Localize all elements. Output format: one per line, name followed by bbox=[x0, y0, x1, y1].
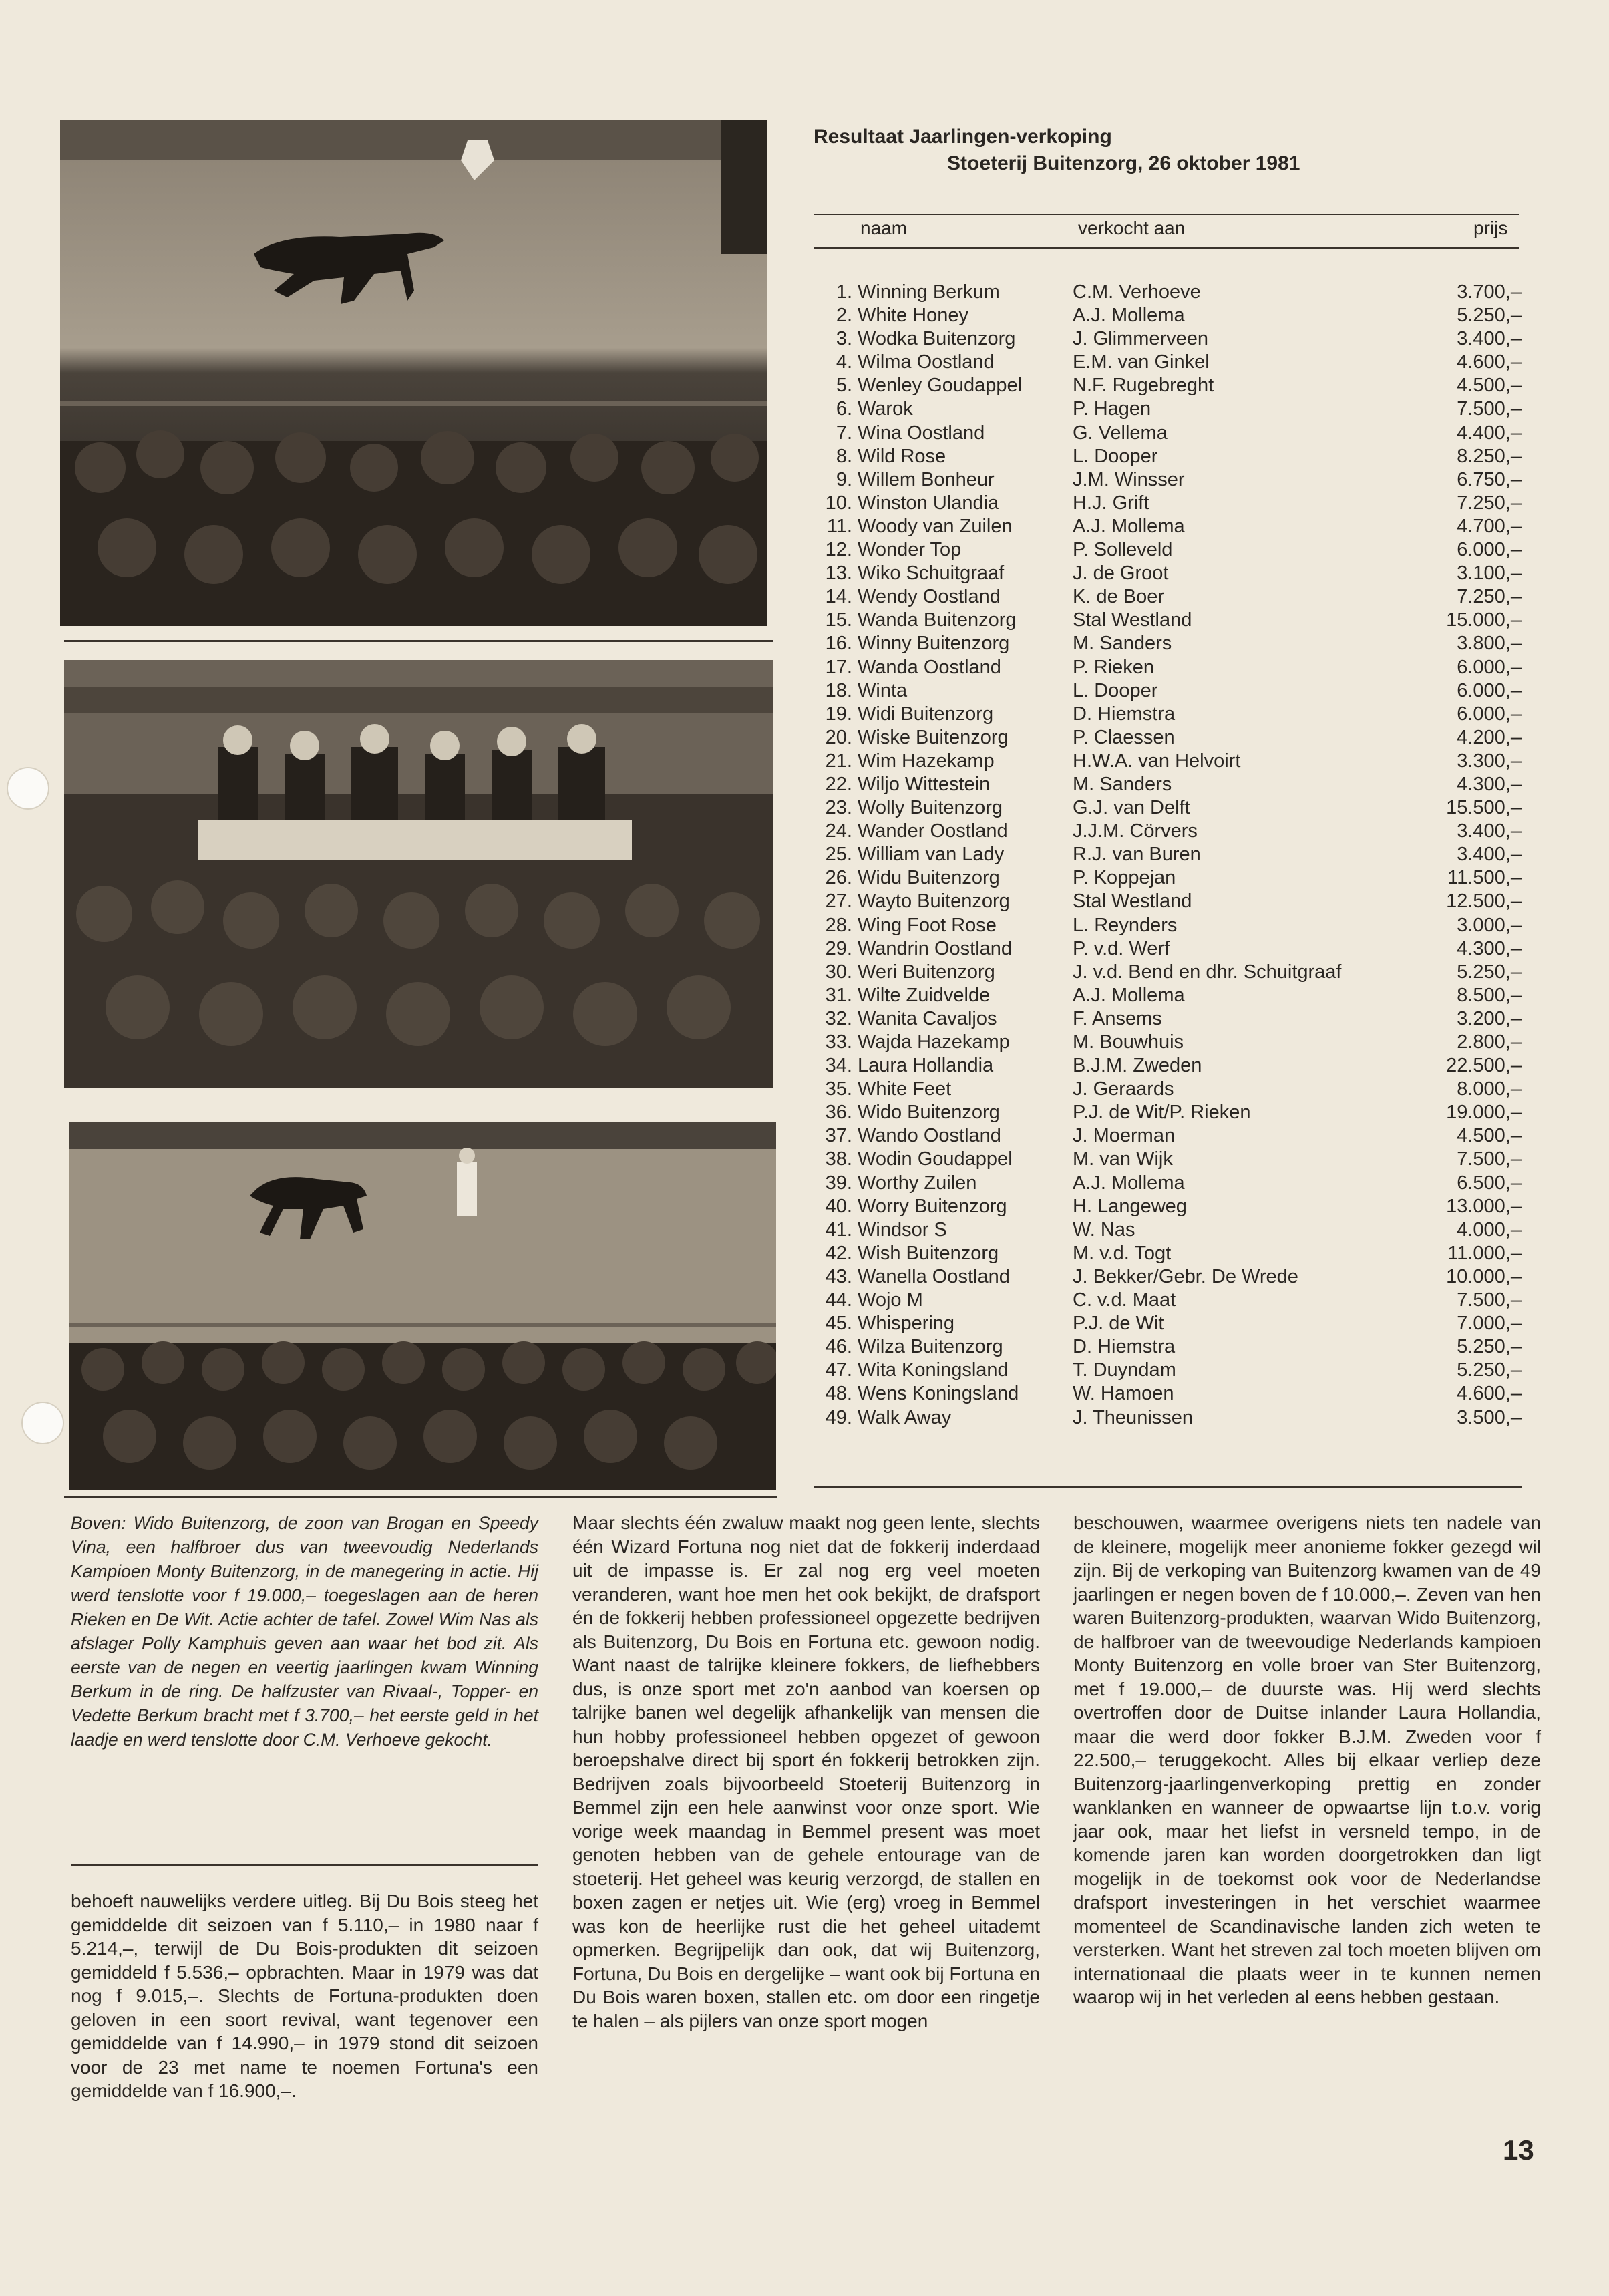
row-number: 42. bbox=[825, 1242, 852, 1264]
buyer-name: M. van Wijk bbox=[1073, 1148, 1173, 1170]
sale-price: 7.500,– bbox=[1457, 1289, 1522, 1311]
horse-name: Wander Oostland bbox=[858, 820, 1008, 842]
buyer-name: L. Dooper bbox=[1073, 679, 1158, 701]
table-row bbox=[823, 773, 1522, 796]
column-header-price: prijs bbox=[1473, 218, 1508, 238]
buyer-name: H.W.A. van Helvoirt bbox=[1073, 750, 1241, 772]
table-row bbox=[823, 562, 1522, 585]
section-divider-photos bbox=[64, 1496, 777, 1498]
buyer-name: J. Moerman bbox=[1073, 1125, 1176, 1147]
row-number: 29. bbox=[825, 937, 852, 959]
row-number: 17. bbox=[825, 656, 852, 678]
horse-name: Wajda Hazekamp bbox=[858, 1031, 1010, 1053]
horse-name: Woody van Zuilen bbox=[858, 515, 1013, 537]
row-number: 33. bbox=[825, 1031, 852, 1053]
table-row bbox=[823, 843, 1522, 866]
horse-name: Wanita Cavaljos bbox=[858, 1007, 997, 1029]
sale-price: 2.800,– bbox=[1457, 1031, 1522, 1053]
sale-price: 3.400,– bbox=[1457, 820, 1522, 842]
horse-name: Walk Away bbox=[858, 1406, 952, 1428]
sale-price: 11.500,– bbox=[1447, 867, 1522, 889]
row-number: 3. bbox=[836, 328, 852, 350]
sale-price: 4.600,– bbox=[1457, 351, 1522, 373]
column-header-buyer: verkocht aan bbox=[1078, 218, 1186, 238]
row-number: 5. bbox=[836, 375, 852, 397]
table-row bbox=[823, 374, 1522, 397]
table-row bbox=[823, 492, 1522, 515]
sale-price: 3.500,– bbox=[1457, 1406, 1522, 1428]
horse-name: Widu Buitenzorg bbox=[858, 867, 1000, 889]
buyer-name: D. Hiemstra bbox=[1073, 703, 1176, 725]
article-column-1: behoeft nauwelijks verdere uitleg. Bij Du Bois steeg het gemiddelde dit seizoen van f 5.110,– in 1980 naar f 5.214,–, terwijl de Du Bois-produkten dit seizoen gemiddeld f 5.536,– opbrachten. Maar in 1979 was dat nog f 9.015,–. Slechts de Fortuna-produkten doen geloven in een soort revival, want tegenover een gemiddelde van f 14.990,– in 1979 stond dit seizoen voor de 23 met name te noemen Fortuna's een gemiddelde van f 16.900,–. bbox=[71, 1891, 538, 2101]
sale-price: 7.250,– bbox=[1457, 586, 1522, 608]
sale-price: 5.250,– bbox=[1457, 961, 1522, 983]
row-number: 4. bbox=[836, 351, 852, 373]
buyer-name: P.J. de Wit bbox=[1073, 1313, 1164, 1335]
sale-price: 4.200,– bbox=[1457, 726, 1522, 748]
results-subtitle: Stoeterij Buitenzorg, 26 oktober 1981 bbox=[947, 152, 1300, 174]
horse-name: Weri Buitenzorg bbox=[858, 961, 995, 983]
buyer-name: W. Nas bbox=[1073, 1218, 1135, 1241]
sale-price: 3.800,– bbox=[1457, 633, 1522, 655]
horse-name: Winta bbox=[858, 679, 908, 701]
horse-name: Worry Buitenzorg bbox=[858, 1195, 1007, 1217]
row-number: 18. bbox=[825, 679, 852, 701]
sale-price: 5.250,– bbox=[1457, 305, 1522, 327]
sale-price: 4.600,– bbox=[1457, 1383, 1522, 1405]
row-number: 11. bbox=[826, 515, 852, 537]
buyer-name: J.J.M. Cörvers bbox=[1073, 820, 1198, 842]
sale-price: 19.000,– bbox=[1446, 1102, 1522, 1124]
photo-auction-table bbox=[64, 660, 773, 1088]
sale-price: 4.400,– bbox=[1457, 422, 1522, 444]
horse-name: Wilma Oostland bbox=[858, 351, 995, 373]
horse-name: Wodka Buitenzorg bbox=[858, 328, 1016, 350]
table-row bbox=[823, 820, 1522, 843]
horse-name: Wodin Goudappel bbox=[858, 1148, 1013, 1170]
horse-name: Wanda Buitenzorg bbox=[858, 609, 1017, 631]
sale-price: 11.000,– bbox=[1447, 1242, 1522, 1264]
buyer-name: R.J. van Buren bbox=[1073, 844, 1201, 866]
sale-price: 3.400,– bbox=[1457, 328, 1522, 350]
row-number: 32. bbox=[825, 1007, 852, 1029]
sale-price: 8.250,– bbox=[1457, 445, 1522, 467]
row-number: 26. bbox=[825, 867, 852, 889]
buyer-name: A.J. Mollema bbox=[1073, 515, 1185, 537]
buyer-name: J. Geraards bbox=[1073, 1078, 1174, 1100]
sale-price: 10.000,– bbox=[1446, 1265, 1522, 1287]
buyer-name: H. Langeweg bbox=[1073, 1195, 1187, 1217]
table-row bbox=[823, 1124, 1522, 1148]
row-number: 39. bbox=[825, 1172, 852, 1194]
buyer-name: M. Sanders bbox=[1073, 633, 1172, 655]
table-row bbox=[823, 632, 1522, 655]
sale-price: 12.500,– bbox=[1446, 890, 1522, 913]
table-row bbox=[823, 726, 1522, 750]
sale-price: 15.500,– bbox=[1446, 797, 1522, 819]
table-row bbox=[823, 445, 1522, 468]
horse-name: Wojo M bbox=[858, 1289, 923, 1311]
horse-name: Wanda Oostland bbox=[858, 656, 1001, 678]
buyer-name: P.J. de Wit/P. Rieken bbox=[1073, 1102, 1251, 1124]
sale-price: 3.300,– bbox=[1457, 750, 1522, 772]
row-number: 10. bbox=[825, 492, 852, 514]
sale-price: 6.000,– bbox=[1457, 539, 1522, 561]
horse-name: Windsor S bbox=[858, 1218, 947, 1241]
horse-name: Wenley Goudappel bbox=[858, 375, 1023, 397]
buyer-name: E.M. van Ginkel bbox=[1073, 351, 1210, 373]
sale-price: 6.000,– bbox=[1457, 703, 1522, 725]
buyer-name: P. Rieken bbox=[1073, 656, 1154, 678]
buyer-name: J. Bekker/Gebr. De Wrede bbox=[1073, 1265, 1298, 1287]
row-number: 47. bbox=[825, 1359, 852, 1381]
row-number: 43. bbox=[825, 1265, 852, 1287]
table-row bbox=[823, 1078, 1522, 1101]
horse-name: Whispering bbox=[858, 1313, 955, 1335]
sale-price: 6.750,– bbox=[1457, 468, 1522, 490]
table-row bbox=[823, 422, 1522, 445]
table-row bbox=[823, 703, 1522, 726]
sale-price: 3.400,– bbox=[1457, 844, 1522, 866]
table-row bbox=[823, 1148, 1522, 1171]
buyer-name: G.J. van Delft bbox=[1073, 797, 1190, 819]
table-header-top-rule bbox=[814, 214, 1519, 215]
sale-price: 4.500,– bbox=[1457, 1125, 1522, 1147]
buyer-name: B.J.M. Zweden bbox=[1073, 1055, 1202, 1077]
table-row bbox=[823, 1289, 1522, 1312]
table-row bbox=[823, 1382, 1522, 1406]
buyer-name: M. Bouwhuis bbox=[1073, 1031, 1184, 1053]
table-row bbox=[823, 585, 1522, 609]
table-row bbox=[823, 914, 1522, 937]
row-number: 13. bbox=[825, 562, 852, 585]
horse-name: Wendy Oostland bbox=[858, 586, 1001, 608]
table-row bbox=[823, 1172, 1522, 1195]
horse-name: Wayto Buitenzorg bbox=[858, 890, 1010, 913]
table-row bbox=[823, 327, 1522, 351]
table-row bbox=[823, 1101, 1522, 1124]
punch-hole bbox=[7, 767, 49, 810]
table-row bbox=[823, 1054, 1522, 1078]
sale-price: 7.500,– bbox=[1457, 1148, 1522, 1170]
buyer-name: J. Glimmerveen bbox=[1073, 328, 1209, 350]
row-number: 44. bbox=[825, 1289, 852, 1311]
horse-name: Wina Oostland bbox=[858, 422, 985, 444]
row-number: 37. bbox=[825, 1125, 852, 1147]
table-row bbox=[823, 609, 1522, 632]
row-number: 27. bbox=[825, 890, 852, 913]
table-row bbox=[823, 1007, 1522, 1031]
row-number: 15. bbox=[825, 609, 852, 631]
column-header-name: naam bbox=[860, 218, 908, 238]
horse-name: Wiljo Wittestein bbox=[858, 773, 991, 795]
buyer-name: J. Theunissen bbox=[1073, 1406, 1194, 1428]
row-number: 34. bbox=[825, 1055, 852, 1077]
sale-price: 8.500,– bbox=[1457, 984, 1522, 1006]
row-number: 25. bbox=[825, 844, 852, 866]
horse-name: Winny Buitenzorg bbox=[858, 633, 1010, 655]
punch-hole bbox=[21, 1402, 64, 1444]
sale-price: 4.000,– bbox=[1457, 1218, 1522, 1241]
horse-name: Wanella Oostland bbox=[858, 1265, 1010, 1287]
table-row bbox=[823, 468, 1522, 492]
table-row bbox=[823, 866, 1522, 890]
horse-name: Wilte Zuidvelde bbox=[858, 984, 991, 1006]
buyer-name: T. Duyndam bbox=[1073, 1359, 1176, 1381]
sale-price: 7.250,– bbox=[1457, 492, 1522, 514]
row-number: 30. bbox=[825, 961, 852, 983]
horse-name: Wild Rose bbox=[858, 445, 946, 467]
buyer-name: H.J. Grift bbox=[1073, 492, 1149, 514]
results-table bbox=[823, 281, 1522, 1430]
table-row bbox=[823, 351, 1522, 374]
table-row bbox=[823, 984, 1522, 1007]
table-row bbox=[823, 1031, 1522, 1054]
table-row bbox=[823, 937, 1522, 961]
horse-name: Wando Oostland bbox=[858, 1125, 1001, 1147]
table-row bbox=[823, 1312, 1522, 1335]
table-row bbox=[823, 538, 1522, 562]
row-number: 24. bbox=[825, 820, 852, 842]
row-number: 41. bbox=[825, 1218, 852, 1241]
row-number: 35. bbox=[825, 1078, 852, 1100]
table-row bbox=[823, 1218, 1522, 1242]
buyer-name: N.F. Rugebreght bbox=[1073, 375, 1214, 397]
table-row bbox=[823, 281, 1522, 304]
buyer-name: P. Solleveld bbox=[1073, 539, 1173, 561]
buyer-name: K. de Boer bbox=[1073, 586, 1165, 608]
row-number: 49. bbox=[825, 1406, 852, 1428]
horse-name: Warok bbox=[858, 398, 913, 420]
horse-name: Wita Koningsland bbox=[858, 1359, 1009, 1381]
horse-name: Wiko Schuitgraaf bbox=[858, 562, 1005, 585]
article-column-2: Maar slechts één zwaluw maakt nog geen lente, slechts één Wizard Fortuna nog niet dat de fokkerij inderdaad uit de impasse is. Er zal nog erg veel moeten veranderen, want hoe men het ook bekijkt, de drafsport én de fokkerij hebben professioneel opgezette bedrijven als Buitenzorg, Du Bois en Fortuna etc. gewoon nodig. Want naast de talrijke kleinere fokkers, de liefhebbers dus, is onze sport met zo'n aanbod van koersen op talrijke banen wel degelijk afhankelijk van mensen die hun hobby professioneel hebben opgezet of gewoon beroepshalve direct bij sport én fokkerij betrokken zijn. Bedrijven zoals bijvoorbeeld Stoeterij Buitenzorg in Bemmel zijn een hele aanwinst voor onze sport. Wie vorige week maandag in Bemmel present was moet genoten hebben van de gehele entourage van de stoeterij. Het geheel was keurig verzorgd, de stallen en boxen zagen er netjes uit. Wie (erg) vroeg in Bemmel was kon de heerlijke rust die het geheel uitademt opmerken. Begrijpelijk dan ook, dat wij Buitenzorg, Fortuna, Du Bois en dergelijke – want ook bij Fortuna en Du Bois waren boxen, stallen etc. om door een ringetje te halen – als pijlers van onze sport mogen bbox=[572, 1512, 1040, 2031]
row-number: 9. bbox=[836, 468, 852, 490]
row-number: 45. bbox=[825, 1313, 852, 1335]
table-row bbox=[823, 679, 1522, 703]
buyer-name: C. v.d. Maat bbox=[1073, 1289, 1176, 1311]
sale-price: 3.700,– bbox=[1457, 281, 1522, 303]
horse-name: William van Lady bbox=[858, 844, 1005, 866]
table-row bbox=[823, 1359, 1522, 1382]
horse-name: Wonder Top bbox=[858, 539, 962, 561]
horse-name: Wido Buitenzorg bbox=[858, 1102, 1000, 1124]
table-row bbox=[823, 1265, 1522, 1289]
row-number: 22. bbox=[825, 773, 852, 795]
photo-divider bbox=[64, 640, 773, 642]
sale-price: 3.100,– bbox=[1457, 562, 1522, 585]
row-number: 46. bbox=[825, 1336, 852, 1358]
sale-price: 5.250,– bbox=[1457, 1359, 1522, 1381]
horse-name: Winning Berkum bbox=[858, 281, 1000, 303]
sale-price: 7.000,– bbox=[1457, 1313, 1522, 1335]
photo-horse-ring-top bbox=[60, 120, 767, 626]
row-number: 36. bbox=[825, 1102, 852, 1124]
buyer-name: G. Vellema bbox=[1073, 422, 1168, 444]
buyer-name: J. de Groot bbox=[1073, 562, 1169, 585]
table-header-bottom-rule bbox=[814, 247, 1519, 249]
article-column-3: beschouwen, waarmee overigens niets ten nadele van de kleinere, mogelijk meer anonieme fokker gezegd wil zijn. Bij de verkoping van Buitenzorg kwamen van de 49 jaarlingen er negen boven de f 10.000,–. Zeven van hen waren Buitenzorg-produkten, waarvan Wido Buitenzorg, de halfbroer van de tweevoudige Nederlands kampioen Monty Buitenzorg en volle broer van Ster Buitenzorg, met f 19.000,– de duurste was. Hij werd slechts overtroffen door de Duitse inlander Laura Hollandia, maar die werd door fokker B.J.M. Zweden voor f 22.500,– teruggekocht. Alles bij elkaar verliep deze Buitenzorg-jaarlingenverkoping prettig en zonder wanklanken en wanneer de opwaartse lijn t.o.v. vorig jaar ook, maar het liefst in versneld tempo, in de komende jaren kan worden doorgetrokken dan ligt mogelijk in de toekomst ook voor de Nederlandse drafsport investeringen in het verschiet waarmee momenteel de Scandinavische landen zich weten te versterken. Want het streven zal toch moeten blijven om internationaal die plaats weer in te kunnen nemen waarop wij in het verleden al eens hebben gestaan. bbox=[1073, 1512, 1541, 2007]
horse-name: White Honey bbox=[858, 305, 969, 327]
row-number: 12. bbox=[825, 539, 852, 561]
horse-name: Wing Foot Rose bbox=[858, 914, 997, 936]
buyer-name: A.J. Mollema bbox=[1073, 305, 1185, 327]
buyer-name: C.M. Verhoeve bbox=[1073, 281, 1201, 303]
horse-name: Wish Buitenzorg bbox=[858, 1242, 999, 1264]
results-title: Resultaat Jaarlingen-verkoping bbox=[814, 126, 1112, 148]
row-number: 1. bbox=[836, 281, 852, 303]
horse-name: Worthy Zuilen bbox=[858, 1172, 977, 1194]
buyer-name: M. Sanders bbox=[1073, 773, 1172, 795]
buyer-name: W. Hamoen bbox=[1073, 1383, 1174, 1405]
table-row bbox=[823, 1406, 1522, 1430]
buyer-name: J. v.d. Bend en dhr. Schuitgraaf bbox=[1073, 961, 1342, 983]
sale-price: 5.250,– bbox=[1457, 1336, 1522, 1358]
photo-horse-handler bbox=[69, 1122, 776, 1490]
row-number: 21. bbox=[825, 750, 852, 772]
buyer-name: P. v.d. Werf bbox=[1073, 937, 1170, 959]
buyer-name: Stal Westland bbox=[1073, 609, 1192, 631]
horse-name: Laura Hollandia bbox=[858, 1055, 994, 1077]
table-row bbox=[823, 515, 1522, 538]
buyer-name: P. Hagen bbox=[1073, 398, 1151, 420]
table-row bbox=[823, 656, 1522, 679]
row-number: 20. bbox=[825, 726, 852, 748]
sale-price: 4.500,– bbox=[1457, 375, 1522, 397]
buyer-name: P. Claessen bbox=[1073, 726, 1175, 748]
section-divider-table bbox=[814, 1486, 1522, 1488]
sale-price: 6.500,– bbox=[1457, 1172, 1522, 1194]
buyer-name: A.J. Mollema bbox=[1073, 984, 1185, 1006]
sale-price: 4.700,– bbox=[1457, 515, 1522, 537]
sale-price: 3.200,– bbox=[1457, 1007, 1522, 1029]
horse-name: Winston Ulandia bbox=[858, 492, 999, 514]
horse-name: Willem Bonheur bbox=[858, 468, 995, 490]
sale-price: 3.000,– bbox=[1457, 914, 1522, 936]
horse-name: Wim Hazekamp bbox=[858, 750, 995, 772]
row-number: 8. bbox=[836, 445, 852, 467]
table-row bbox=[823, 397, 1522, 421]
table-row bbox=[823, 1335, 1522, 1359]
sale-price: 4.300,– bbox=[1457, 773, 1522, 795]
sale-price: 4.300,– bbox=[1457, 937, 1522, 959]
buyer-name: M. v.d. Togt bbox=[1073, 1242, 1172, 1264]
photo-caption: Boven: Wido Buitenzorg, de zoon van Brogan en Speedy Vina, een halfbroer dus van tweevoudig Nederlands Kampioen Monty Buitenzorg, in de manegering in actie. Hij werd tenslotte voor f 19.000,– toegeslagen aan de heren Rieken en De Wit. Actie achter de tafel. Zowel Wim Nas als afslager Polly Kamphuis geven aan waar het bod zit. Als eerste van de negen en veertig jaarlingen kwam Winning Berkum in de ring. De halfzuster van Rivaal-, Topper- en Vedette Berkum bracht met f 3.700,– het eerste geld in het laadje en werd tenslotte door C.M. Verhoeve gekocht. bbox=[71, 1513, 538, 1750]
row-number: 19. bbox=[825, 703, 852, 725]
row-number: 31. bbox=[825, 984, 852, 1006]
sale-price: 15.000,– bbox=[1446, 609, 1522, 631]
row-number: 28. bbox=[825, 914, 852, 936]
table-row bbox=[823, 304, 1522, 327]
horse-name: Widi Buitenzorg bbox=[858, 703, 994, 725]
buyer-name: A.J. Mollema bbox=[1073, 1172, 1185, 1194]
row-number: 38. bbox=[825, 1148, 852, 1170]
buyer-name: P. Koppejan bbox=[1073, 867, 1176, 889]
row-number: 14. bbox=[825, 586, 852, 608]
row-number: 7. bbox=[836, 422, 852, 444]
sale-price: 6.000,– bbox=[1457, 679, 1522, 701]
table-row bbox=[823, 750, 1522, 773]
buyer-name: J.M. Winsser bbox=[1073, 468, 1185, 490]
horse-name: Wandrin Oostland bbox=[858, 937, 1013, 959]
table-row bbox=[823, 890, 1522, 913]
page-number: 13 bbox=[1503, 2134, 1534, 2166]
row-number: 6. bbox=[836, 398, 852, 420]
sale-price: 7.500,– bbox=[1457, 398, 1522, 420]
buyer-name: D. Hiemstra bbox=[1073, 1336, 1176, 1358]
horse-name: Wiske Buitenzorg bbox=[858, 726, 1009, 748]
row-number: 23. bbox=[825, 797, 852, 819]
row-number: 40. bbox=[825, 1195, 852, 1217]
sale-price: 22.500,– bbox=[1446, 1055, 1522, 1077]
table-row bbox=[823, 796, 1522, 820]
sale-price: 8.000,– bbox=[1457, 1078, 1522, 1100]
horse-name: Wolly Buitenzorg bbox=[858, 797, 1003, 819]
sale-price: 6.000,– bbox=[1457, 656, 1522, 678]
caption-divider bbox=[71, 1864, 538, 1866]
buyer-name: F. Ansems bbox=[1073, 1007, 1162, 1029]
buyer-name: Stal Westland bbox=[1073, 890, 1192, 913]
buyer-name: L. Dooper bbox=[1073, 445, 1158, 467]
table-row bbox=[823, 961, 1522, 984]
row-number: 2. bbox=[836, 305, 852, 327]
horse-name: Wens Koningsland bbox=[858, 1383, 1019, 1405]
table-row bbox=[823, 1242, 1522, 1265]
row-number: 48. bbox=[825, 1383, 852, 1405]
row-number: 16. bbox=[825, 633, 852, 655]
sale-price: 13.000,– bbox=[1446, 1195, 1522, 1217]
horse-name: White Feet bbox=[858, 1078, 952, 1100]
buyer-name: L. Reynders bbox=[1073, 914, 1178, 936]
horse-name: Wilza Buitenzorg bbox=[858, 1336, 1003, 1358]
table-row bbox=[823, 1195, 1522, 1218]
